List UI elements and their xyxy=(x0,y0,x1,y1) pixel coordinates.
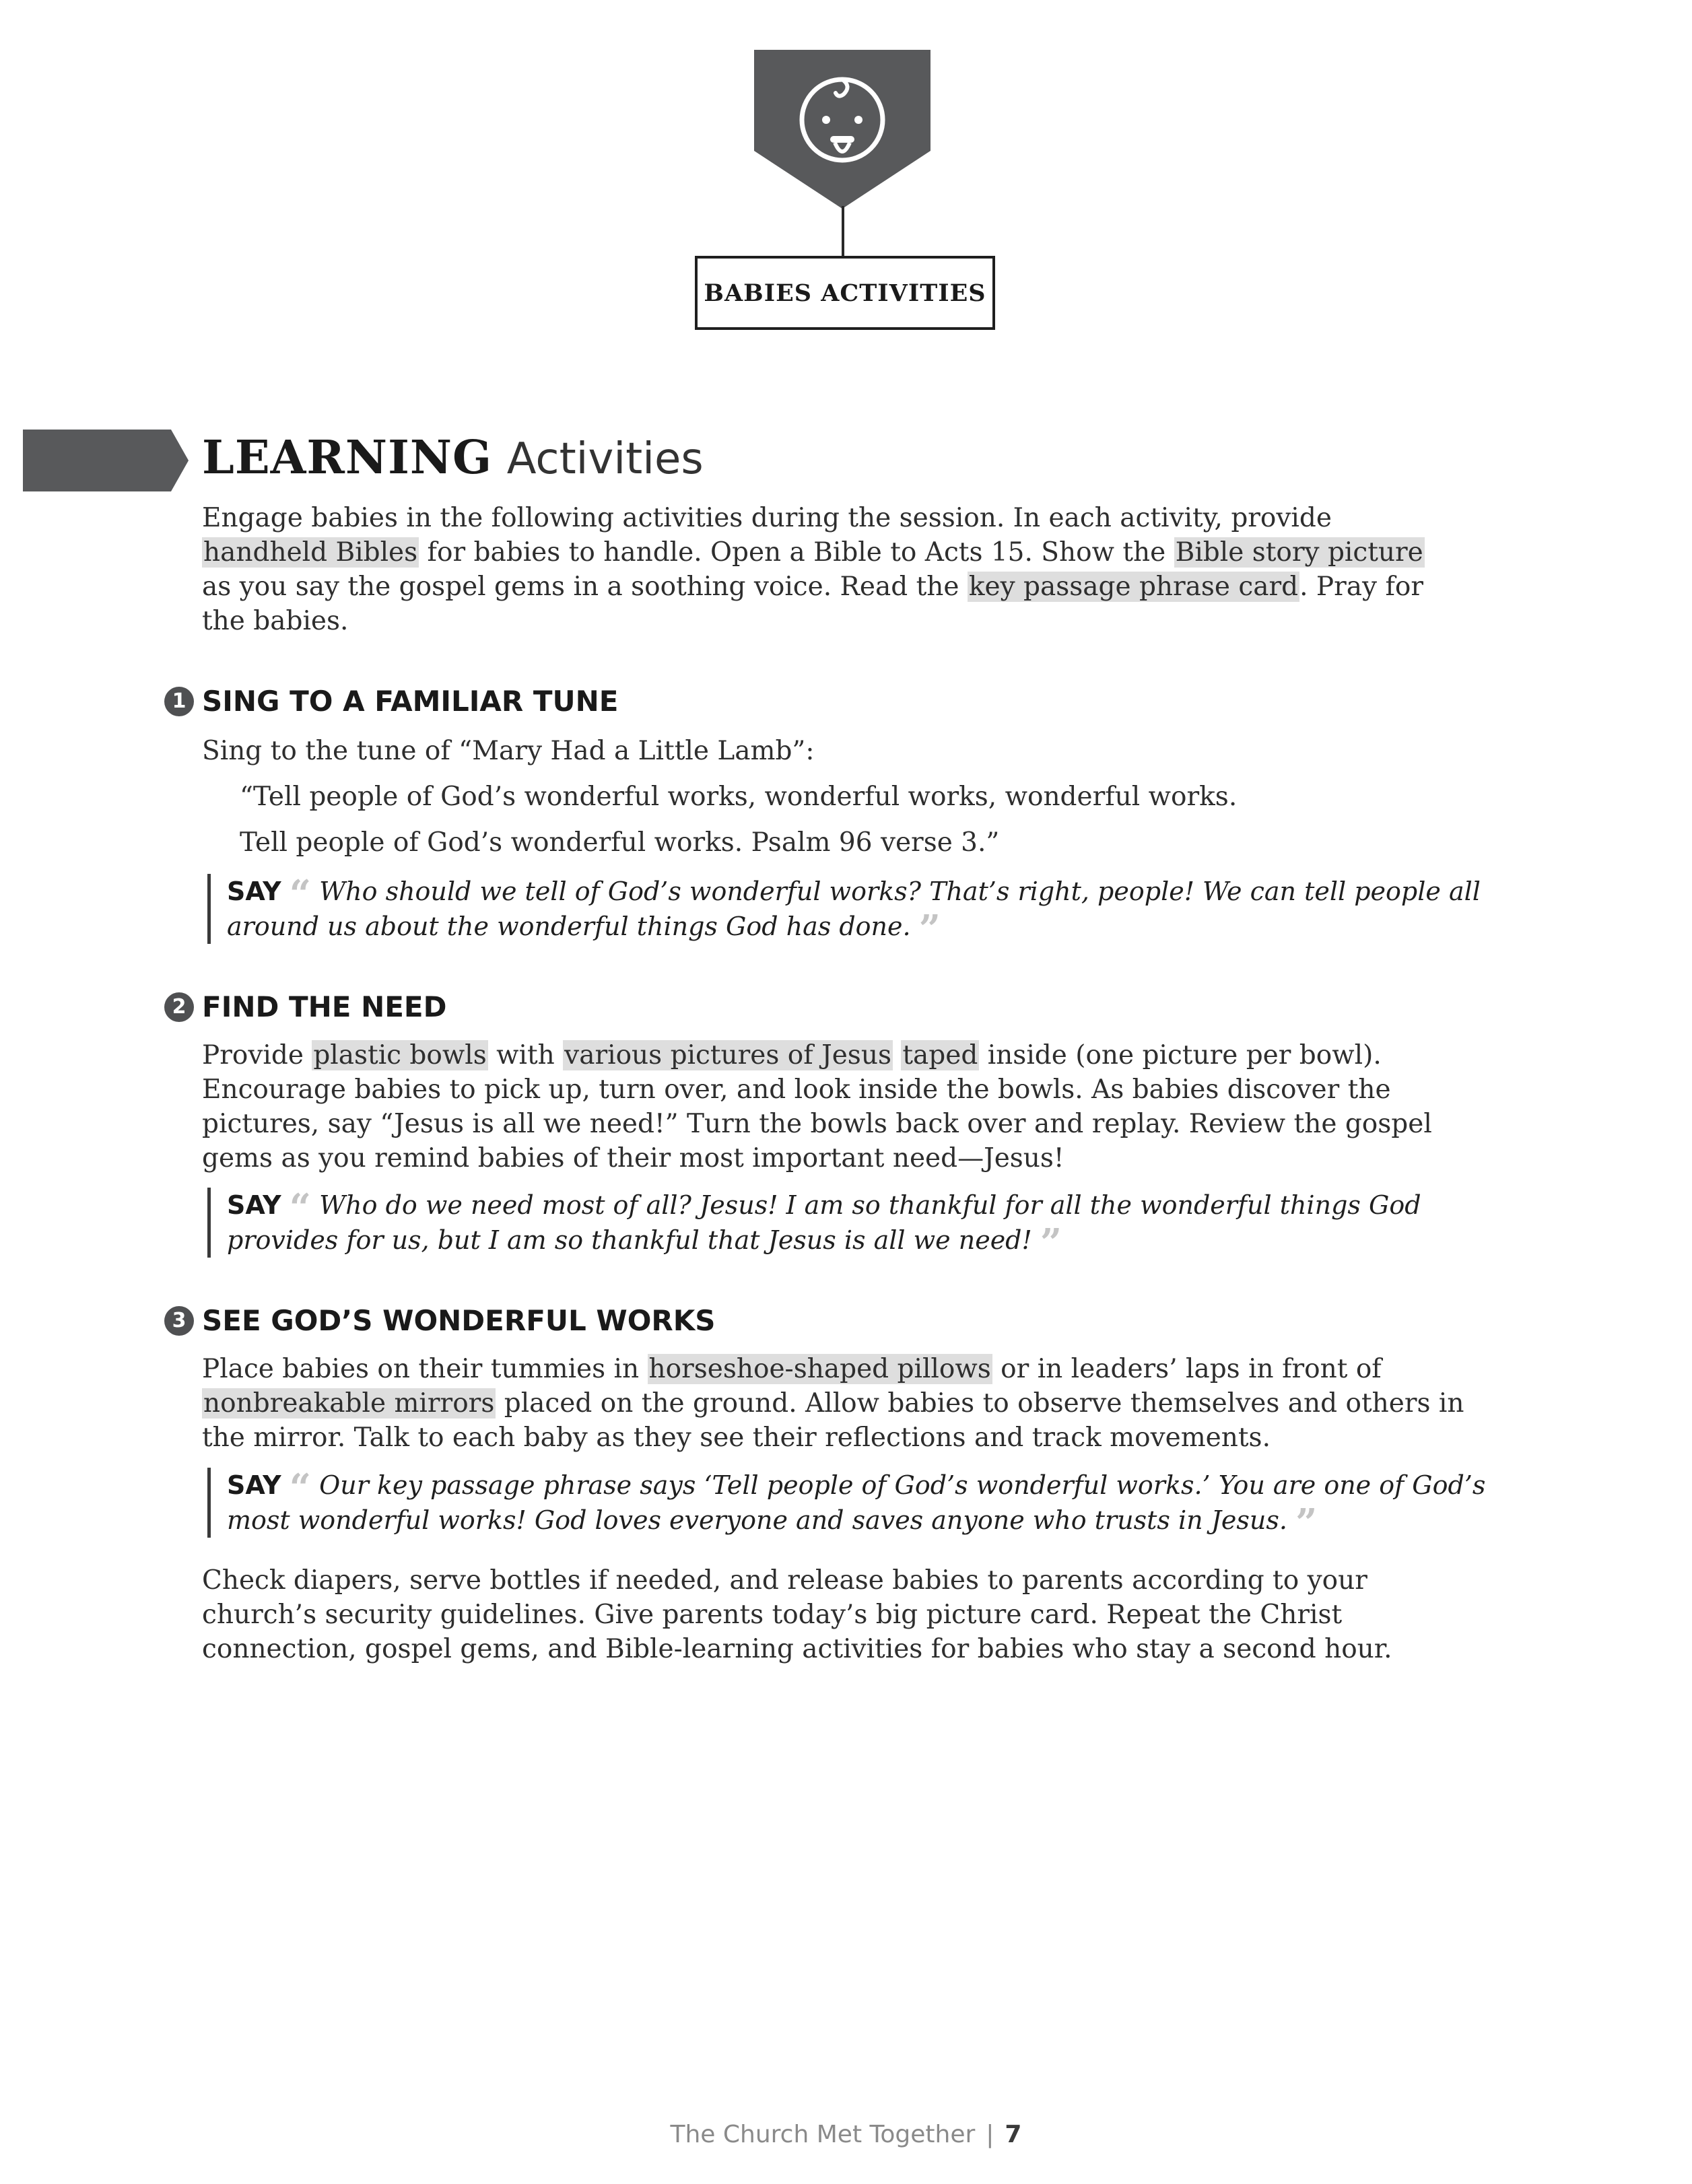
supply-highlight: plastic bowls xyxy=(313,1040,487,1070)
activity-2-text: Provide plastic bowls with various pictures of Jesus taped inside (one picture per bowl). Encourage babies to pick up, turn over, and look inside the bowls. As babies discover the pictures, say “Jesus is all we need!” Turn the bowls back over and replay. Review the gospel gems as you remind babies of their most important need—Jesus! xyxy=(202,1040,1432,1173)
say-block-1: SAY “ Who should we tell of God’s wonderful works? That’s right, people! We can tell people all around us about the wonderful things God has done. ” xyxy=(207,874,1481,944)
activity-category-label: BABIES ACTIVITIES xyxy=(695,256,995,330)
closing-paragraph: Check diapers, serve bottles if needed, and release babies to parents according to your church’s security guidelines. Give parents today’s big picture card. Repeat the Christ connection, gospel gems, and Bible-learning activities for babies who stay a second hour. xyxy=(202,1565,1392,1664)
supply-highlight: taped xyxy=(902,1040,978,1070)
say-label: SAY xyxy=(227,1470,281,1500)
supply-highlight: nonbreakable mirrors xyxy=(203,1388,495,1419)
activity-title-2: FIND THE NEED xyxy=(202,990,447,1023)
activity-title-3: SEE GOD’S WONDERFUL WORKS xyxy=(202,1304,716,1337)
section-title xyxy=(202,428,704,489)
activity-1-intro: Sing to the tune of “Mary Had a Little Lamb”: xyxy=(202,736,815,766)
close-quote-icon: ” xyxy=(918,907,941,951)
badge-connector xyxy=(842,206,844,257)
section-title-light: Activities xyxy=(506,434,704,484)
activity-title-1: SING TO A FAMILIAR TUNE xyxy=(202,685,619,718)
supply-highlight: horseshoe-shaped pillows xyxy=(648,1354,991,1384)
section-tab-arrow xyxy=(23,430,189,491)
footer-title: The Church Met Together xyxy=(670,2121,976,2148)
activity-number-1: 1 xyxy=(164,687,194,716)
activity-3-text: Place babies on their tummies in horseshoe-shaped pillows or in leaders’ laps in front of nonbreakable mirrors placed on the ground. Allow babies to observe themselves and others in the mirror. Talk to each baby as they see their reflections and track movements. xyxy=(202,1354,1464,1453)
say-label: SAY xyxy=(227,1190,281,1220)
page-number: 7 xyxy=(1005,2121,1022,2148)
close-quote-icon: ” xyxy=(1040,1221,1062,1265)
footer-separator: | xyxy=(986,2121,994,2148)
supply-highlight: key passage phrase card xyxy=(968,572,1299,602)
supply-highlight: Bible story picture xyxy=(1175,537,1423,568)
song-lyric-line-1: “Tell people of God’s wonderful works, wonderful works, wonderful works. xyxy=(240,782,1238,812)
say-block-3: SAY “ Our key passage phrase says ‘Tell people of God’s wonderful works.’ You are one of God’s most wonderful works! God loves everyone and saves anyone who trusts in Jesus. ” xyxy=(207,1468,1485,1538)
open-quote-icon: “ xyxy=(289,1186,311,1230)
close-quote-icon: ” xyxy=(1295,1501,1318,1545)
section-intro: Engage babies in the following activities during the session. In each activity, provide handheld Bibles for babies to handle. Open a Bible to Acts 15. Show the Bible story picture as you say the gospel gems in a soothing voice. Read the key passage phrase card. Pray for the babies. xyxy=(202,503,1424,636)
song-lyric-line-2: Tell people of God’s wonderful works. Psalm 96 verse 3.” xyxy=(240,827,1000,858)
supply-highlight: various pictures of Jesus xyxy=(564,1040,891,1070)
say-label: SAY xyxy=(227,877,281,906)
activity-number-2: 2 xyxy=(164,992,194,1022)
page-footer xyxy=(0,2121,1692,2148)
section-title-bold: LEARNING xyxy=(202,431,493,485)
open-quote-icon: “ xyxy=(289,872,311,916)
open-quote-icon: “ xyxy=(289,1466,311,1510)
activity-number-3: 3 xyxy=(164,1306,194,1336)
say-block-2: SAY “ Who do we need most of all? Jesus! I am so thankful for all the wonderful things God provides for us, but I am so thankful that Jesus is all we need! ” xyxy=(207,1188,1421,1258)
babies-badge xyxy=(754,50,930,209)
supply-highlight: handheld Bibles xyxy=(203,537,418,568)
